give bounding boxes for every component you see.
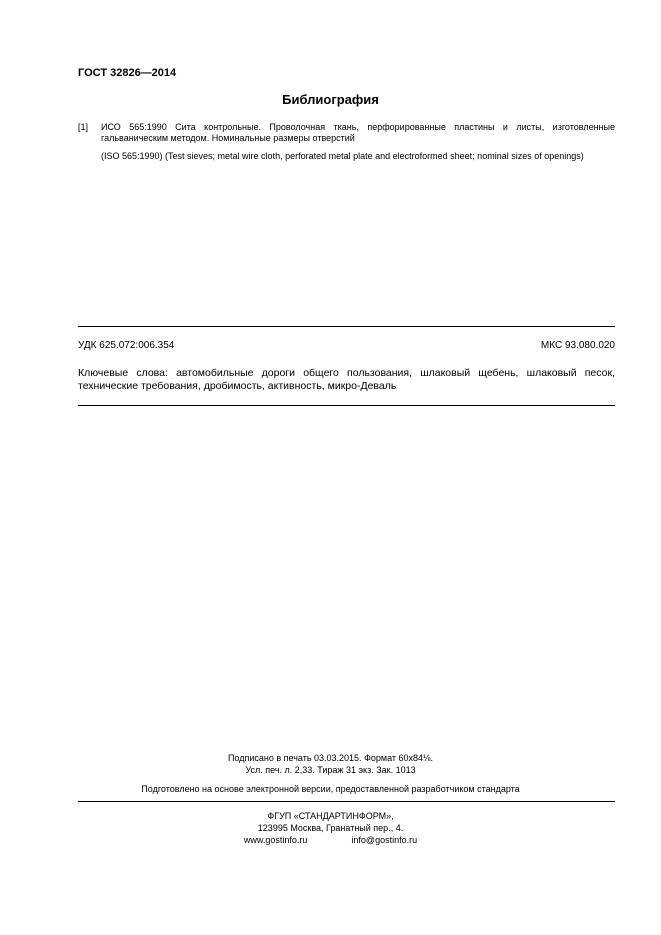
mks-code: МКС 93.080.020 <box>540 340 615 351</box>
publisher-address: 123995 Москва, Гранатный пер., 4. <box>257 823 404 833</box>
bibliography-item-text-ru: ИСО 565:1990 Сита контрольные. Проволочная ткань, перфорированные пластины и листы, изготовленные гальваническим методом. Номинальные размеры отверстий <box>101 122 615 143</box>
publisher-website-link[interactable]: www.gostinfo.ru <box>243 835 308 845</box>
publisher-block <box>0 810 661 846</box>
udk-code: УДК 625.072:006.354 <box>78 340 175 351</box>
publisher-contacts <box>0 834 661 846</box>
divider-bottom <box>78 405 615 406</box>
keywords-text: Ключевые слова: автомобильные дороги общего пользования, шлаковый щебень, шлаковый песок, технические требования, дробимость, активность, микро-Деваль <box>78 367 615 392</box>
publisher-name: ФГУП «СТАНДАРТИНФОРМ», <box>267 811 394 821</box>
divider-top <box>78 326 615 327</box>
divider-imprint <box>78 801 615 802</box>
document-header-standard-number: ГОСТ 32826—2014 <box>78 67 177 79</box>
imprint-line-2: Усл. печ. л. 2,33. Тираж 31 экз. Зак. 1013 <box>245 765 416 775</box>
imprint-block <box>0 752 661 776</box>
imprint-prepared-note: Подготовлено на основе электронной версии, предоставленной разработчиком стандарта <box>141 784 520 794</box>
section-title: Библиография <box>282 92 379 107</box>
bibliography-item-number: [1] <box>78 122 89 132</box>
publisher-email-link[interactable]: info@gostinfo.ru <box>351 835 418 845</box>
bibliography-item-text-en: (ISO 565:1990) (Test sieves; metal wire cloth, perforated metal plate and electroformed sheet; nominal sizes of openings) <box>101 151 584 161</box>
imprint-line-1: Подписано в печать 03.03.2015. Формат 60x84⅛. <box>227 753 434 763</box>
